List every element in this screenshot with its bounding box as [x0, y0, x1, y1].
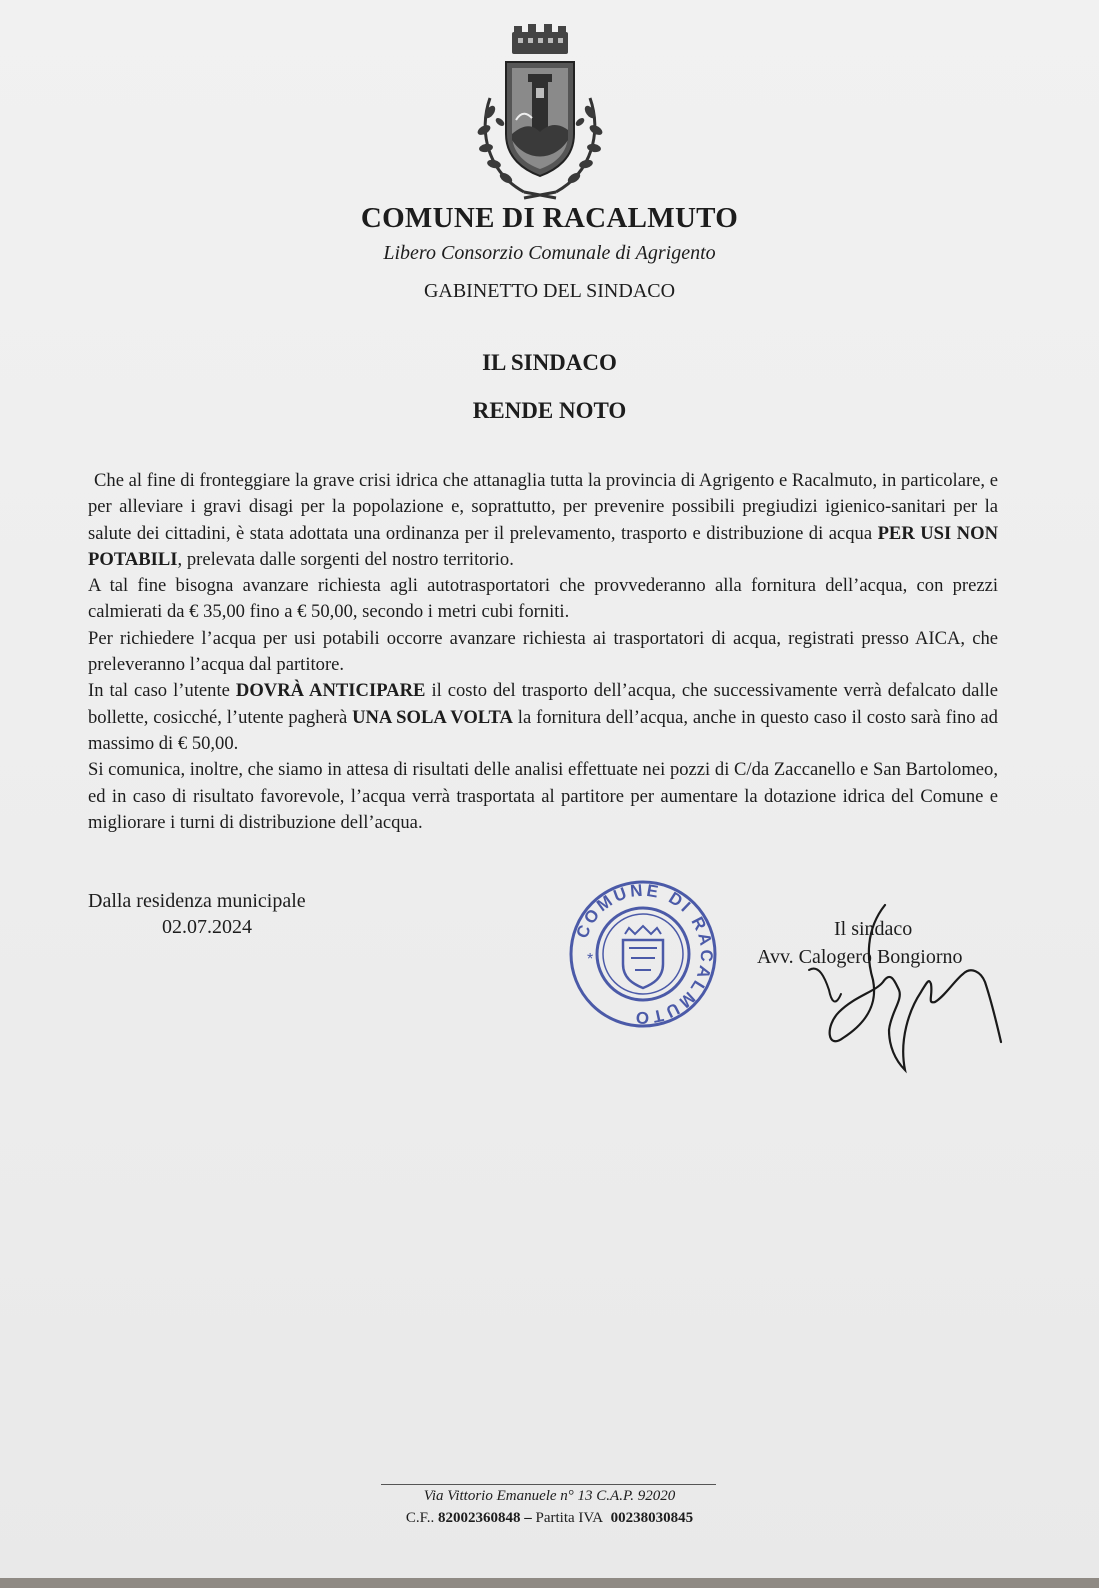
paragraph-4-emphasis-1: DOVRÀ ANTICIPARE	[235, 680, 426, 702]
paragraph-3: Per richiedere l’acqua per usi potabili occorre avanzare richiesta ai trasportatori di acqua, registrati presso AICA, che preleveranno l’acqua dal partitore.	[88, 627, 998, 676]
announcement-heading: RENDE NOTO	[472, 398, 627, 423]
issue-place: Dalla residenza municipale	[88, 890, 306, 912]
footer-fiscal-info	[0, 1510, 1099, 1527]
municipality-subtitle: Libero Consorzio Comunale di Agrigento	[383, 242, 716, 264]
signatory-role: Il sindaco	[834, 918, 913, 940]
official-stamp-icon	[567, 878, 719, 1030]
paragraph-1-text-a: Che al fine di fronteggiare la grave crisi idrica che attanaglia tutta la provincia di Agrigento e Racalmuto, in particolare, e per alleviare i gravi disagi per la popolazione e, soprattutto, per prevenire possibili pregiudizi igienico-sanitari per la salute dei cittadini, è stata adottata una ordinanza per il prelevamento, trasporto e distribuzione di acqua	[88, 470, 998, 544]
paragraph-4-text-e: la fornitura dell’acqua, anche in questo caso il costo sarà fino ad massimo di € 50,00.	[88, 706, 998, 754]
office-name: GABINETTO DEL SINDACO	[423, 280, 676, 302]
footer-vat-value: 00238030845	[610, 1510, 694, 1526]
paragraph-1-emphasis: PER USI NON POTABILI	[88, 522, 998, 570]
footer-divider	[381, 1484, 716, 1485]
svg-text:*: *	[587, 951, 594, 968]
paragraph-4	[88, 678, 998, 757]
paragraph-1-text-c: , prelevata dalle sorgenti del nostro territorio.	[177, 548, 514, 570]
footer-cf-value: 82002360848	[438, 1510, 521, 1526]
paragraph-4-emphasis-2: UNA SOLA VOLTA	[352, 706, 513, 728]
issue-date: 02.07.2024	[162, 916, 252, 938]
page-bottom-edge	[0, 1578, 1099, 1588]
paragraph-1	[88, 468, 998, 573]
municipality-title: COMUNE DI RACALMUTO	[360, 202, 739, 234]
footer-cf-label: C.F..	[405, 1510, 435, 1526]
footer-vat-label: Partita IVA	[535, 1510, 604, 1526]
municipal-crest-icon	[470, 22, 610, 204]
notice-body	[88, 468, 998, 836]
signatory-name: Avv. Calogero Bongiorno	[757, 946, 963, 968]
footer-separator: –	[524, 1510, 532, 1526]
paragraph-4-text-a: In tal caso l’utente	[88, 680, 230, 702]
paragraph-2: A tal fine bisogna avanzare richiesta agli autotrasportatori che provvederanno alla fornitura dell’acqua, con prezzi calmierati da € 35,00 fino a € 50,00, secondo i metri cubi forniti.	[88, 575, 998, 623]
paragraph-5: Si comunica, inoltre, che siamo in attesa di risultati delle analisi effettuate nei pozzi di C/da Zaccanello e San Bartolomeo, ed in caso di risultato favorevole, l’acqua verrà trasportata al partitore per aumentare la dotazione idrica del Comune e migliorare i turni di distribuzione dell’acqua.	[88, 759, 998, 833]
svg-text:COMUNE DI RACALMUTO: COMUNE DI RACALMUTO	[572, 880, 717, 1028]
authority-heading: IL SINDACO	[482, 350, 617, 375]
footer-address: Via Vittorio Emanuele n° 13 C.A.P. 92020	[423, 1488, 676, 1504]
paragraph-4-text-c: il costo del trasporto dell’acqua, che successivamente verrà defalcato dalle bollette, cosicché, l’utente pagherà	[88, 680, 998, 728]
handwritten-signature-icon	[795, 900, 1025, 1080]
